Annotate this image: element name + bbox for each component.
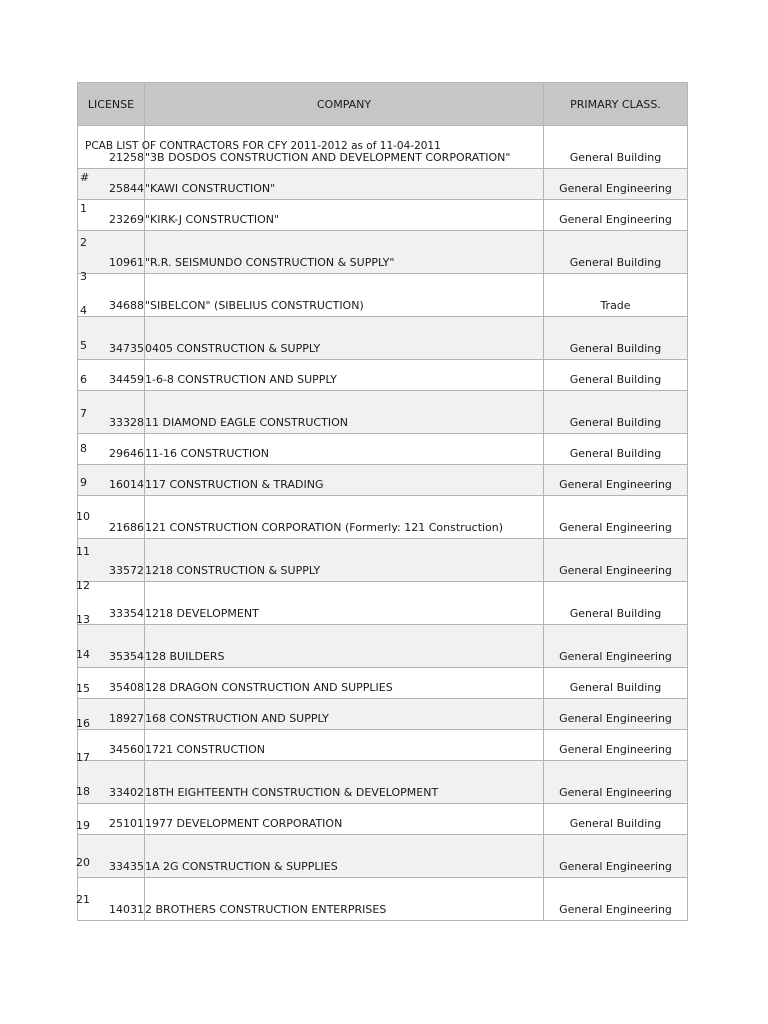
company-cell: "R.R. SEISMUNDO CONSTRUCTION & SUPPLY" (145, 231, 544, 274)
row-number: 10 (76, 510, 90, 523)
license-cell: 33402 (78, 761, 145, 804)
primary-class-cell: General Engineering (544, 539, 688, 582)
license-cell: 33435 (78, 835, 145, 878)
license-cell: 34688 (78, 274, 145, 317)
table-row (78, 360, 688, 391)
table-row (78, 539, 688, 582)
table-body (78, 126, 688, 921)
table-row (78, 231, 688, 274)
row-number: 14 (76, 648, 90, 661)
primary-class-cell: General Building (544, 231, 688, 274)
row-number: 1 (80, 202, 87, 215)
primary-class-cell: General Engineering (544, 878, 688, 921)
company-cell: 18TH EIGHTEENTH CONSTRUCTION & DEVELOPMENT (145, 761, 544, 804)
table-row (78, 699, 688, 730)
row-number: 3 (80, 270, 87, 283)
table-row (78, 878, 688, 921)
license-cell: 35354 (78, 625, 145, 668)
primary-class-cell: General Building (544, 317, 688, 360)
license-cell: 33572 (78, 539, 145, 582)
primary-class-cell: General Engineering (544, 835, 688, 878)
table-row (78, 730, 688, 761)
primary-class-cell: General Building (544, 391, 688, 434)
license-cell: 10961 (78, 231, 145, 274)
row-number: 15 (76, 682, 90, 695)
table-row (78, 835, 688, 878)
table-row (78, 465, 688, 496)
primary-class-cell: General Building (544, 360, 688, 391)
row-number: 11 (76, 545, 90, 558)
company-cell: "KIRK-J CONSTRUCTION" (145, 200, 544, 231)
primary-class-cell: General Engineering (544, 761, 688, 804)
row-number: 8 (80, 442, 87, 455)
license-cell: 25844 (78, 169, 145, 200)
table-row (78, 391, 688, 434)
row-number: 19 (76, 819, 90, 832)
company-column-header: COMPANY (145, 83, 544, 126)
table-row (78, 274, 688, 317)
company-cell: 0405 CONSTRUCTION & SUPPLY (145, 317, 544, 360)
license-column-header: LICENSE (78, 83, 145, 126)
primary-class-cell: General Building (544, 668, 688, 699)
table-row (78, 582, 688, 625)
company-cell: 2 BROTHERS CONSTRUCTION ENTERPRISES (145, 878, 544, 921)
primary-class-cell: General Building (544, 434, 688, 465)
license-cell: 18927 (78, 699, 145, 730)
primary-class-cell: General Engineering (544, 730, 688, 761)
row-number: 2 (80, 236, 87, 249)
row-number: 9 (80, 476, 87, 489)
license-cell: 23269 (78, 200, 145, 231)
company-cell: 1218 CONSTRUCTION & SUPPLY (145, 539, 544, 582)
row-number: 12 (76, 579, 90, 592)
table-row (78, 668, 688, 699)
company-cell: 128 BUILDERS (145, 625, 544, 668)
primary-class-cell: General Engineering (544, 699, 688, 730)
company-cell: 1721 CONSTRUCTION (145, 730, 544, 761)
row-number: 21 (76, 893, 90, 906)
table-row (78, 761, 688, 804)
company-cell: 1A 2G CONSTRUCTION & SUPPLIES (145, 835, 544, 878)
table-row (78, 317, 688, 360)
primary-class-cell: General Building (544, 804, 688, 835)
primary-class-cell: General Engineering (544, 496, 688, 539)
row-number: 16 (76, 717, 90, 730)
row-number: 6 (80, 373, 87, 386)
table-row (78, 200, 688, 231)
license-cell: 16014 (78, 465, 145, 496)
row-number: 13 (76, 613, 90, 626)
company-cell: "3B DOSDOS CONSTRUCTION AND DEVELOPMENT CORPORATION" (145, 126, 544, 169)
license-cell: 25101 (78, 804, 145, 835)
primary-class-cell: Trade (544, 274, 688, 317)
company-cell: 117 CONSTRUCTION & TRADING (145, 465, 544, 496)
table-row (78, 496, 688, 539)
company-cell: 1977 DEVELOPMENT CORPORATION (145, 804, 544, 835)
primary-class-cell: General Engineering (544, 169, 688, 200)
company-cell: "KAWI CONSTRUCTION" (145, 169, 544, 200)
license-cell: 34560 (78, 730, 145, 761)
license-cell: 34735 (78, 317, 145, 360)
hash-label: # (80, 171, 90, 184)
row-number: 4 (80, 304, 87, 317)
company-cell: 11 DIAMOND EAGLE CONSTRUCTION (145, 391, 544, 434)
license-cell: 29646 (78, 434, 145, 465)
license-cell: 35408 (78, 668, 145, 699)
contractor-table (77, 82, 688, 921)
primary-class-cell: General Engineering (544, 625, 688, 668)
license-cell: 34459 (78, 360, 145, 391)
primary-class-cell: General Engineering (544, 200, 688, 231)
row-number: 20 (76, 856, 90, 869)
row-number: 5 (80, 339, 87, 352)
company-cell: 128 DRAGON CONSTRUCTION AND SUPPLIES (145, 668, 544, 699)
company-cell: 168 CONSTRUCTION AND SUPPLY (145, 699, 544, 730)
row-number: 17 (76, 751, 90, 764)
table-row (78, 804, 688, 835)
company-cell: "SIBELCON" (SIBELIUS CONSTRUCTION) (145, 274, 544, 317)
company-cell: 121 CONSTRUCTION CORPORATION (Formerly: 121 Construction) (145, 496, 544, 539)
row-number: 7 (80, 407, 87, 420)
primary-class-cell: General Building (544, 126, 688, 169)
license-cell: 21686 (78, 496, 145, 539)
table-header-row (78, 83, 688, 126)
company-cell: 1-6-8 CONSTRUCTION AND SUPPLY (145, 360, 544, 391)
license-cell: 33354 (78, 582, 145, 625)
license-cell: 33328 (78, 391, 145, 434)
company-cell: 11-16 CONSTRUCTION (145, 434, 544, 465)
table-row (78, 434, 688, 465)
document-title: PCAB LIST OF CONTRACTORS FOR CFY 2011-2012 as of 11-04-2011 (85, 140, 441, 152)
primary-class-column-header: PRIMARY CLASS. (544, 83, 688, 126)
license-cell: 21258 (78, 126, 145, 169)
primary-class-cell: General Building (544, 582, 688, 625)
license-cell: 14031 (78, 878, 145, 921)
table-row (78, 625, 688, 668)
company-cell: 1218 DEVELOPMENT (145, 582, 544, 625)
primary-class-cell: General Engineering (544, 465, 688, 496)
table-row (78, 169, 688, 200)
row-number: 18 (76, 785, 90, 798)
